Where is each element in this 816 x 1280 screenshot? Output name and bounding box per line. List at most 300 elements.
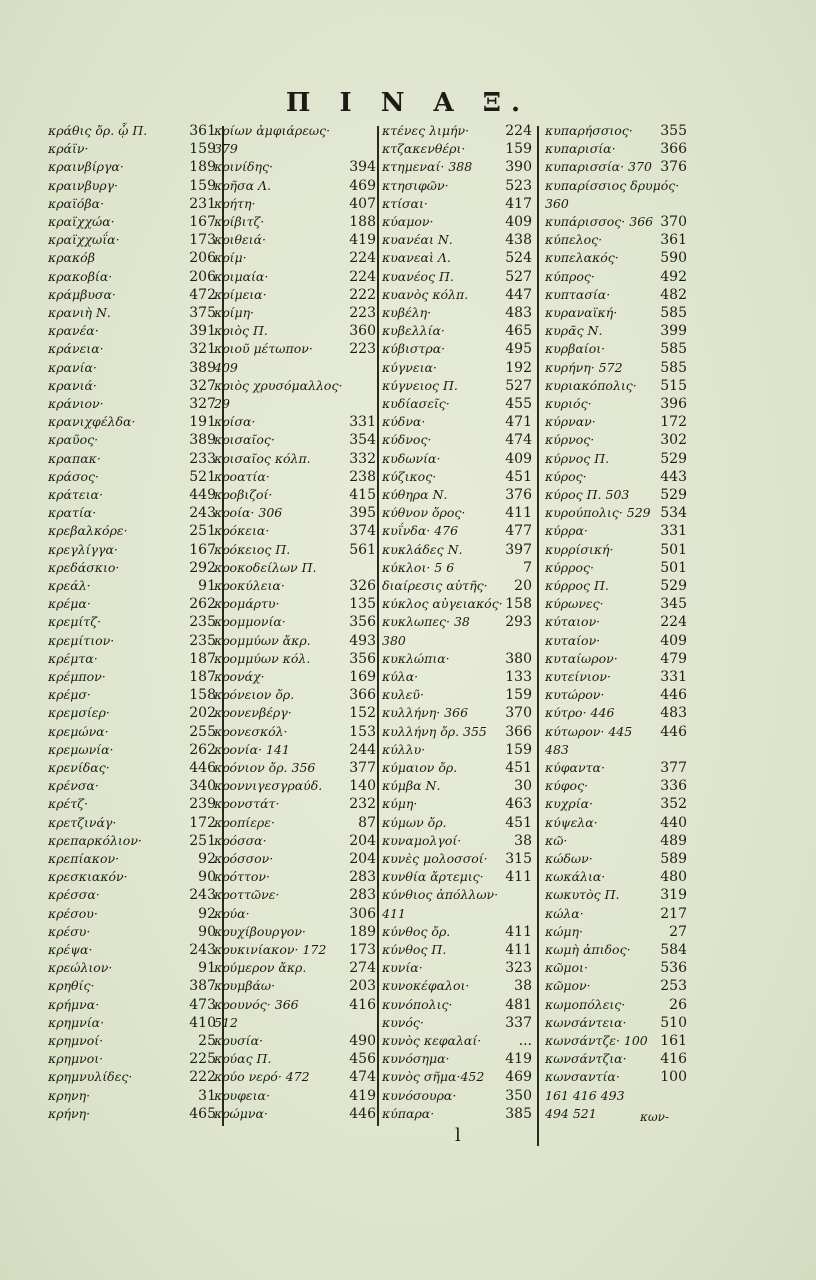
entry-term: κυανέαι Ν. bbox=[382, 232, 453, 248]
entry-term: κύκλοι· 5 6 bbox=[382, 559, 455, 575]
entry-term: κροκοδείλων Π. bbox=[214, 559, 317, 575]
entry-term: κύμβα Ν. bbox=[382, 778, 441, 794]
entry-page-number: 167 bbox=[189, 541, 216, 558]
entry-page-number: 206 bbox=[189, 250, 216, 267]
entry-page-number: 283 bbox=[349, 887, 376, 904]
entry-page-number: 376 bbox=[660, 159, 687, 176]
entry-page-number: 331 bbox=[349, 414, 376, 431]
entry-term: κροατία· bbox=[214, 468, 270, 484]
entry-page-number: 377 bbox=[660, 760, 687, 776]
entry-term: κρήμνα· bbox=[48, 996, 100, 1012]
entry-page-number: 224 bbox=[349, 268, 376, 285]
entry-term: κυπαρήσσιος· bbox=[545, 123, 633, 138]
entry-term: κύθηρα Ν. bbox=[382, 487, 448, 502]
entry-term: κράθις ὄρ. ᾧ Π. bbox=[48, 123, 148, 138]
entry-page-number: 167 bbox=[189, 214, 216, 230]
entry-page-number: 527 bbox=[505, 377, 532, 394]
signature-mark: l bbox=[455, 1125, 461, 1146]
entry-term: κρήνη· bbox=[48, 1105, 91, 1121]
entry-term: κυνία· bbox=[382, 960, 423, 976]
entry-term: κυνοκέφαλοι· bbox=[382, 978, 470, 994]
entry-term: κραϊχχώα· bbox=[48, 214, 115, 229]
entry-page-number: 224 bbox=[349, 250, 376, 267]
entry-term: κρέψα· bbox=[48, 942, 93, 957]
entry-page-number: 169 bbox=[349, 669, 376, 685]
entry-term: κρεμσίερ· bbox=[48, 705, 110, 721]
entry-term: κύλλυ· bbox=[382, 741, 426, 757]
entry-page-number: 394 bbox=[349, 159, 376, 176]
entry-page-number: 489 bbox=[660, 832, 687, 849]
entry-term: κροπίερε· bbox=[214, 814, 275, 830]
entry-term: κύπρος· bbox=[545, 268, 595, 284]
entry-page-number: 100 bbox=[660, 1069, 687, 1086]
entry-term: κράτεια· bbox=[48, 487, 103, 502]
entry-page-number: 411 bbox=[505, 505, 532, 522]
entry-page-number: 524 bbox=[505, 250, 532, 267]
entry-page-number: 293 bbox=[505, 614, 532, 631]
entry-page-number: 416 bbox=[660, 1051, 687, 1068]
entry-term: κυΐνδα· 476 bbox=[382, 523, 459, 539]
entry-page-number: 390 bbox=[505, 159, 532, 176]
entry-term: κυλλήνη ὄρ. 355 bbox=[382, 723, 487, 739]
entry-page-number: 471 bbox=[505, 414, 532, 431]
entry-term: κρόττον· bbox=[214, 869, 270, 885]
entry-term: κυανέος Π. bbox=[382, 268, 454, 284]
entry-term: κρεπαρκόλιον· bbox=[48, 832, 142, 848]
entry-term: κυτείνιον· bbox=[545, 669, 611, 684]
entry-page-number: 463 bbox=[505, 796, 532, 813]
entry-term: κρονεσκόλ· bbox=[214, 723, 288, 739]
entry-term: κρόνειον ὄρ. bbox=[214, 687, 295, 703]
entry-term: κρίβιτζ· bbox=[214, 214, 265, 229]
entry-page-number: 455 bbox=[505, 396, 532, 412]
entry-page-number: 159 bbox=[189, 141, 216, 158]
entry-term: κρονστάτ· bbox=[214, 796, 280, 812]
entry-term: κράσος· bbox=[48, 468, 100, 484]
entry-term: κρανιὴ Ν. bbox=[48, 305, 111, 320]
entry-page-number: 495 bbox=[505, 341, 532, 358]
entry-term: κωνσάντζε· 100 bbox=[545, 1033, 648, 1048]
entry-term: κυβέλη· bbox=[382, 305, 432, 320]
entry-page-number: 483 bbox=[505, 305, 532, 321]
entry-page-number: 536 bbox=[660, 960, 687, 977]
entry-page-number: 419 bbox=[349, 232, 376, 249]
entry-term: 161 416 493 bbox=[545, 1087, 625, 1103]
entry-term: κρόσσα· bbox=[214, 832, 267, 848]
entry-page-number: 206 bbox=[189, 268, 216, 285]
entry-page-number: 204 bbox=[349, 832, 376, 849]
entry-term: κύπαρα· bbox=[382, 1105, 435, 1121]
entry-page-number: 415 bbox=[349, 487, 376, 503]
entry-page-number: 585 bbox=[660, 341, 687, 358]
entry-term: κρέμσ· bbox=[48, 687, 91, 703]
entry-term: κρομάρτυ· bbox=[214, 596, 280, 612]
entry-term: 512 bbox=[214, 1014, 238, 1030]
entry-page-number: 399 bbox=[660, 323, 687, 340]
entry-page-number: 332 bbox=[349, 450, 376, 467]
entry-page-number: 133 bbox=[505, 669, 532, 685]
entry-term: κρόσσον· bbox=[214, 851, 274, 866]
entry-page-number: 534 bbox=[660, 505, 687, 522]
entry-page-number: 92 bbox=[198, 905, 216, 922]
entry-term: κύτωρον· 445 bbox=[545, 723, 633, 739]
entry-term: κυρᾶς Ν. bbox=[545, 323, 603, 339]
entry-term: κρισαῖος κόλπ. bbox=[214, 450, 311, 466]
entry-term: 494 521 bbox=[545, 1105, 597, 1121]
entry-page-number: 159 bbox=[505, 687, 532, 704]
entry-page-number: 446 bbox=[660, 687, 687, 704]
entry-term: κρεώλιον· bbox=[48, 960, 113, 976]
entry-term: 379 bbox=[214, 141, 238, 157]
entry-page-number: 91 bbox=[198, 960, 216, 977]
entry-page-number: 243 bbox=[189, 942, 216, 958]
entry-term: κρύο νερό· 472 bbox=[214, 1069, 310, 1085]
entry-term: κῶ· bbox=[545, 832, 568, 848]
entry-term: κώδων· bbox=[545, 851, 593, 866]
entry-page-number: 189 bbox=[189, 159, 216, 176]
entry-page-number: 188 bbox=[349, 214, 376, 230]
entry-page-number: 25 bbox=[198, 1033, 216, 1049]
entry-term: κύρρος Π. bbox=[545, 578, 609, 593]
entry-page-number: 323 bbox=[505, 960, 532, 977]
entry-term: κυνόπολις· bbox=[382, 996, 453, 1012]
entry-page-number: 90 bbox=[198, 869, 216, 886]
entry-term: κυπτασία· bbox=[545, 286, 611, 302]
entry-page-number: 302 bbox=[660, 432, 687, 449]
entry-term: κρομμονία· bbox=[214, 614, 286, 630]
entry-page-number: 153 bbox=[349, 723, 376, 740]
entry-term: κωκυτὸς Π. bbox=[545, 887, 620, 903]
entry-page-number: 262 bbox=[189, 596, 216, 613]
entry-page-number: 501 bbox=[660, 559, 687, 576]
entry-page-number: 352 bbox=[660, 796, 687, 813]
entry-page-number: 306 bbox=[349, 905, 376, 922]
entry-term: κρίμ· bbox=[214, 250, 247, 266]
entry-page-number: 255 bbox=[189, 723, 216, 740]
entry-term: κροννιγεσγραύδ. bbox=[214, 778, 323, 794]
entry-term: 29 bbox=[214, 396, 230, 411]
entry-term: κρενίδας· bbox=[48, 760, 110, 775]
entry-page-number: 38 bbox=[514, 978, 532, 995]
entry-page-number: 253 bbox=[660, 978, 687, 995]
entry-page-number: 326 bbox=[349, 578, 376, 594]
entry-term: κύρνος· bbox=[545, 432, 595, 448]
entry-page-number: 203 bbox=[349, 978, 376, 995]
entry-page-number: 31 bbox=[198, 1087, 216, 1104]
entry-term: κύνθος Π. bbox=[382, 942, 447, 957]
entry-page-number: 411 bbox=[505, 923, 532, 940]
entry-page-number: 446 bbox=[660, 723, 687, 740]
entry-page-number: 482 bbox=[660, 286, 687, 303]
entry-page-number: 490 bbox=[349, 1033, 376, 1049]
entry-page-number: 589 bbox=[660, 851, 687, 867]
column-divider bbox=[537, 126, 539, 1146]
entry-page-number: 446 bbox=[189, 760, 216, 776]
entry-page-number: 529 bbox=[660, 450, 687, 467]
entry-page-number: 262 bbox=[189, 741, 216, 758]
entry-term: κρύα· bbox=[214, 905, 250, 921]
entry-term: κύκλος αὐγειακός· bbox=[382, 596, 503, 612]
entry-page-number: 409 bbox=[505, 450, 532, 467]
entry-term: κύμων ὄρ. bbox=[382, 814, 447, 830]
entry-term: κώλα· bbox=[545, 905, 584, 921]
entry-term: κραῦος· bbox=[48, 432, 99, 448]
entry-page-number: 224 bbox=[660, 614, 687, 631]
entry-page-number: 361 bbox=[189, 123, 216, 139]
entry-page-number: 585 bbox=[660, 359, 687, 376]
entry-term: κρακοβία· bbox=[48, 268, 113, 284]
entry-page-number: 389 bbox=[189, 432, 216, 449]
entry-page-number: 527 bbox=[505, 268, 532, 285]
entry-term: κρονενβέργ· bbox=[214, 705, 292, 721]
entry-term: κυβελλία· bbox=[382, 323, 445, 339]
entry-term: κυραναϊκή· bbox=[545, 305, 618, 320]
entry-page-number: 479 bbox=[660, 650, 687, 667]
entry-term: κυναμολγοί· bbox=[382, 832, 462, 848]
entry-term: κτησιφῶν· bbox=[382, 177, 449, 193]
entry-page-number: 27 bbox=[669, 923, 687, 940]
entry-term: κύφος· bbox=[545, 778, 589, 794]
entry-term: κρηθίς· bbox=[48, 978, 95, 994]
entry-term: κυνὲς μολοσσοί· bbox=[382, 851, 488, 866]
entry-term: κυταίωρον· bbox=[545, 650, 618, 666]
entry-term: κρύας Π. bbox=[214, 1051, 272, 1067]
entry-page-number: ... bbox=[518, 1033, 532, 1049]
entry-page-number: 315 bbox=[505, 851, 532, 867]
entry-term: κρημνία· bbox=[48, 1014, 105, 1030]
entry-page-number: 327 bbox=[189, 377, 216, 394]
entry-page-number: 529 bbox=[660, 487, 687, 503]
entry-page-number: 223 bbox=[349, 305, 376, 321]
entry-page-number: 87 bbox=[358, 814, 376, 831]
entry-page-number: 189 bbox=[349, 923, 376, 940]
entry-term: κρακόβ bbox=[48, 250, 95, 266]
entry-term: κρέμπον· bbox=[48, 669, 106, 684]
entry-page-number: 443 bbox=[660, 468, 687, 485]
entry-term: κρανιά· bbox=[48, 377, 97, 393]
entry-page-number: 30 bbox=[514, 778, 532, 795]
entry-page-number: 239 bbox=[189, 796, 216, 813]
entry-page-number: 217 bbox=[660, 905, 687, 922]
entry-term: κυπαρίσσιος δρυμός· bbox=[545, 177, 680, 193]
entry-term: κρίων ἀμφιάρεως· bbox=[214, 123, 331, 138]
entry-page-number: 561 bbox=[349, 541, 376, 558]
entry-term: κρεβαλκόρε· bbox=[48, 523, 128, 539]
page-title: Π Ι Ν Α Ξ. bbox=[285, 88, 531, 118]
entry-page-number: 360 bbox=[349, 323, 376, 340]
entry-term: κρέσσα· bbox=[48, 887, 100, 903]
entry-page-number: 416 bbox=[349, 996, 376, 1013]
entry-page-number: 158 bbox=[505, 596, 532, 613]
entry-page-number: 135 bbox=[349, 596, 376, 613]
entry-term: κραϊόβα· bbox=[48, 195, 105, 211]
entry-term: κύδνος· bbox=[382, 432, 432, 448]
entry-term: κύνθιος ἀπόλλων· bbox=[382, 887, 499, 903]
entry-page-number: 456 bbox=[349, 1051, 376, 1068]
entry-page-number: 235 bbox=[189, 614, 216, 631]
entry-term: κροκύλεια· bbox=[214, 578, 285, 593]
column-divider bbox=[377, 126, 379, 1126]
entry-page-number: 389 bbox=[189, 359, 216, 376]
entry-page-number: 377 bbox=[349, 760, 376, 776]
entry-page-number: 274 bbox=[349, 960, 376, 977]
entry-term: κύδνα· bbox=[382, 414, 426, 430]
entry-page-number: 158 bbox=[189, 687, 216, 704]
entry-term: κύρνος Π. bbox=[545, 450, 610, 466]
entry-term: 411 bbox=[382, 905, 406, 921]
entry-term: κύνθος ὄρ. bbox=[382, 923, 451, 939]
entry-page-number: 473 bbox=[189, 996, 216, 1013]
entry-term: κρανία· bbox=[48, 359, 97, 375]
entry-page-number: 340 bbox=[189, 778, 216, 795]
entry-term: κραϊχχωΐα· bbox=[48, 232, 120, 248]
entry-term: κραινβίργα· bbox=[48, 159, 124, 175]
entry-term: κυλεῦ· bbox=[382, 687, 424, 703]
entry-term: κρώμνα· bbox=[214, 1105, 268, 1121]
entry-term: κρένσα· bbox=[48, 778, 99, 794]
entry-term: κρημνοί· bbox=[48, 1033, 104, 1048]
entry-page-number: 232 bbox=[349, 796, 376, 813]
entry-term: κύρωνες· bbox=[545, 596, 604, 612]
entry-page-number: 410 bbox=[189, 1014, 216, 1031]
entry-page-number: 411 bbox=[505, 869, 532, 886]
entry-page-number: 481 bbox=[505, 996, 532, 1013]
entry-page-number: 355 bbox=[660, 123, 687, 139]
entry-page-number: 374 bbox=[349, 523, 376, 540]
entry-page-number: 446 bbox=[349, 1105, 376, 1122]
entry-term: κτίσαι· bbox=[382, 195, 428, 211]
entry-page-number: 26 bbox=[669, 996, 687, 1013]
entry-term: κύφαντα· bbox=[545, 760, 605, 775]
entry-term: κρομμύων ἄκρ. bbox=[214, 632, 311, 648]
entry-term: κυπαρισσία· 370 bbox=[545, 159, 652, 175]
entry-page-number: 331 bbox=[660, 669, 687, 685]
entry-term: κράϊν· bbox=[48, 141, 89, 157]
entry-page-number: 187 bbox=[189, 650, 216, 667]
entry-term: κῶμον· bbox=[545, 978, 591, 994]
entry-term: κῶμοι· bbox=[545, 960, 588, 976]
entry-page-number: 411 bbox=[505, 942, 532, 958]
entry-term: κρυκινίακον· 172 bbox=[214, 942, 327, 957]
entry-page-number: 159 bbox=[505, 741, 532, 758]
entry-term: κρισαῖος· bbox=[214, 432, 275, 448]
entry-term: κύζικος· bbox=[382, 468, 437, 484]
entry-term: κρύμερον ἄκρ. bbox=[214, 960, 307, 976]
entry-page-number: 224 bbox=[505, 123, 532, 139]
entry-term: κύρρα· bbox=[545, 523, 588, 539]
entry-page-number: 20 bbox=[514, 578, 532, 594]
entry-term: κρανέα· bbox=[48, 323, 99, 339]
entry-page-number: 91 bbox=[198, 578, 216, 594]
entry-term: κρίσα· bbox=[214, 414, 256, 430]
entry-term: κύπελος· bbox=[545, 232, 603, 248]
entry-term: κρέμτα· bbox=[48, 650, 98, 666]
entry-term: κυνόσουρα· bbox=[382, 1087, 457, 1103]
entry-page-number: 345 bbox=[660, 596, 687, 613]
entry-term: κρομμύων κόλ. bbox=[214, 650, 311, 666]
entry-term: κρίμη· bbox=[214, 305, 255, 320]
entry-term: κυνὸς κεφαλαί· bbox=[382, 1033, 482, 1048]
entry-term: κρυφεια· bbox=[214, 1087, 270, 1103]
entry-page-number: 251 bbox=[189, 523, 216, 540]
entry-page-number: 243 bbox=[189, 887, 216, 904]
entry-page-number: 492 bbox=[660, 268, 687, 285]
entry-page-number: 159 bbox=[505, 141, 532, 158]
entry-term: κυταίον· bbox=[545, 632, 601, 648]
entry-term: 409 bbox=[214, 359, 238, 375]
entry-term: 360 bbox=[545, 195, 569, 211]
entry-page-number: 233 bbox=[189, 450, 216, 467]
entry-term: κωνσαντία· bbox=[545, 1069, 620, 1085]
entry-term: κυρβαίοι· bbox=[545, 341, 606, 357]
entry-term: κρατία· bbox=[48, 505, 97, 521]
entry-term: κωνσάντεια· bbox=[545, 1014, 627, 1030]
entry-term: κυριακόπολις· bbox=[545, 377, 637, 393]
entry-term: κτζακενθέρι· bbox=[382, 141, 466, 157]
entry-term: κρημνυλίδες· bbox=[48, 1069, 133, 1085]
entry-term: κωκάλια· bbox=[545, 869, 606, 885]
entry-page-number: 529 bbox=[660, 578, 687, 594]
entry-term: κύτρο· 446 bbox=[545, 705, 615, 721]
entry-page-number: 407 bbox=[349, 195, 376, 212]
entry-term: κυρήνη· 572 bbox=[545, 359, 623, 375]
entry-term: κρανιχφέλδα· bbox=[48, 414, 136, 430]
entry-page-number: 292 bbox=[189, 559, 216, 576]
entry-term: κραπακ· bbox=[48, 450, 101, 466]
entry-term: κυπάρισσος· 366 bbox=[545, 214, 654, 229]
entry-page-number: 327 bbox=[189, 396, 216, 412]
entry-page-number: 222 bbox=[349, 286, 376, 303]
entry-page-number: 172 bbox=[189, 814, 216, 831]
entry-page-number: 172 bbox=[660, 414, 687, 431]
entry-term: κυκλωπες· 38 bbox=[382, 614, 470, 630]
entry-term: κρήτη· bbox=[214, 195, 256, 211]
entry-page-number: 396 bbox=[660, 396, 687, 412]
entry-term: κριὸς Π. bbox=[214, 323, 268, 339]
entry-term: κυρούπολις· 529 bbox=[545, 505, 651, 521]
entry-term: κυνθία ἄρτεμις· bbox=[382, 869, 484, 885]
entry-term: κυκλώπια· bbox=[382, 650, 450, 666]
entry-term: κυνός· bbox=[382, 1014, 424, 1030]
entry-term: κυανὸς κόλπ. bbox=[382, 286, 469, 302]
entry-term: κρυσία· bbox=[214, 1033, 263, 1048]
entry-term: κρινίδης· bbox=[214, 159, 273, 175]
entry-page-number: 187 bbox=[189, 669, 216, 685]
entry-page-number: 419 bbox=[349, 1087, 376, 1104]
entry-page-number: 140 bbox=[349, 778, 376, 795]
entry-term: κωνσάντζια· bbox=[545, 1051, 627, 1067]
entry-page-number: 590 bbox=[660, 250, 687, 267]
entry-term: κρουνός· 366 bbox=[214, 996, 299, 1012]
entry-page-number: 380 bbox=[505, 650, 532, 667]
entry-term: κρετζινάγ· bbox=[48, 814, 117, 830]
entry-page-number: 283 bbox=[349, 869, 376, 886]
entry-term: κρονία· 141 bbox=[214, 741, 290, 757]
entry-page-number: 419 bbox=[505, 1051, 532, 1068]
entry-term: κύρος Π. 503 bbox=[545, 487, 630, 502]
entry-page-number: 493 bbox=[349, 632, 376, 649]
entry-term: κύγνεια· bbox=[382, 359, 437, 375]
entry-page-number: 472 bbox=[189, 286, 216, 303]
entry-page-number: 370 bbox=[505, 705, 532, 722]
entry-page-number: 225 bbox=[189, 1051, 216, 1068]
entry-term: κρέσου· bbox=[48, 905, 98, 921]
entry-page-number: 223 bbox=[349, 341, 376, 358]
entry-page-number: 319 bbox=[660, 887, 687, 904]
catchword: κων- bbox=[640, 1110, 670, 1124]
entry-page-number: 152 bbox=[349, 705, 376, 722]
entry-page-number: 521 bbox=[189, 468, 216, 485]
